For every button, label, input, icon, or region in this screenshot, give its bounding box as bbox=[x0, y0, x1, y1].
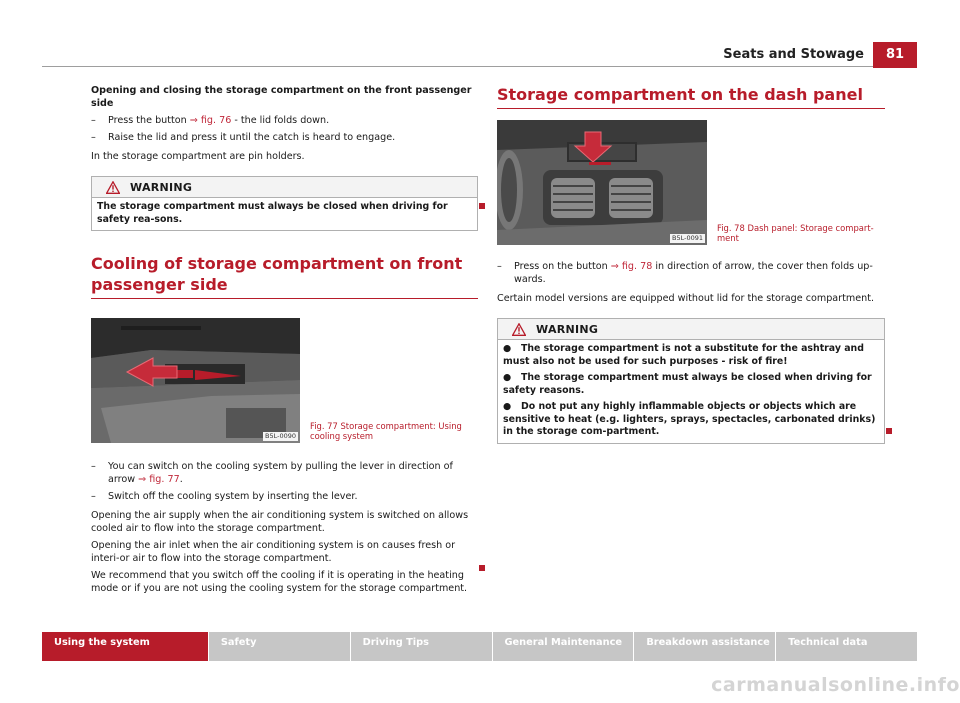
footer-nav bbox=[42, 632, 917, 661]
image-code: B5L-0090 bbox=[265, 432, 296, 440]
dash-bullet: – bbox=[91, 132, 96, 143]
figure bbox=[497, 120, 885, 245]
step-item bbox=[497, 260, 885, 286]
warning-text: The storage compartment is not a substitute for the ashtray and must also not be used for such purposes - risk of fire! bbox=[503, 343, 864, 367]
end-marker bbox=[479, 565, 485, 571]
steps-list bbox=[91, 460, 478, 503]
warning-body bbox=[498, 340, 884, 443]
warning-triangle-icon bbox=[106, 181, 120, 194]
page-number: 81 bbox=[873, 42, 917, 68]
right-column bbox=[497, 84, 885, 444]
step-text: Switch off the cooling system by inserting the lever. bbox=[108, 491, 358, 502]
warning-box bbox=[91, 176, 478, 231]
figure-caption: Fig. 78 Dash panel: Storage compart-ment bbox=[717, 223, 874, 243]
step-text: Raise the lid and press it until the catch is heard to engage. bbox=[108, 132, 396, 143]
dash-bullet: – bbox=[91, 115, 96, 126]
step-text: in direction of arrow, the cover then folds up-wards. bbox=[514, 261, 873, 285]
subheading: Opening and closing the storage compartment on the front passenger side bbox=[91, 85, 472, 109]
note-text: Certain model versions are equipped without lid for the storage compartment. bbox=[497, 293, 875, 304]
tab-driving-tips[interactable]: Driving Tips bbox=[351, 632, 492, 661]
step-item bbox=[91, 131, 478, 144]
tab-general-maintenance[interactable]: General Maintenance bbox=[493, 632, 634, 661]
tab-safety[interactable]: Safety bbox=[209, 632, 350, 661]
paragraph: We recommend that you switch off the cooling if it is operating in the heating mode or if you are not using the cooling system for the storage compartment. bbox=[91, 570, 468, 594]
step-text: Press the button bbox=[108, 115, 190, 126]
end-marker bbox=[479, 203, 485, 209]
cooling-lever-photo bbox=[91, 318, 300, 443]
figure-link[interactable]: ⇒ fig. 77 bbox=[138, 474, 180, 485]
warning-list-item bbox=[503, 372, 879, 397]
dash-panel-photo bbox=[497, 120, 707, 245]
warning-list-item bbox=[503, 401, 879, 439]
warning-list-item bbox=[503, 343, 879, 368]
figure-link[interactable]: ⇒ fig. 78 bbox=[610, 261, 653, 272]
dash-bullet: – bbox=[91, 461, 96, 472]
figure bbox=[91, 318, 478, 443]
warning-title: WARNING bbox=[130, 181, 193, 194]
step-item bbox=[91, 460, 478, 486]
tab-technical-data[interactable]: Technical data bbox=[776, 632, 917, 661]
warning-text: The storage compartment must always be closed when driving for safety rea-sons. bbox=[97, 201, 448, 225]
paragraph: Opening the air inlet when the air conditioning system is on causes fresh or interi-or air to flow into the storage compartment. bbox=[91, 540, 456, 564]
paragraph: Opening the air supply when the air conditioning system is switched on allows cooled air to flow into the storage compartment. bbox=[91, 510, 469, 534]
bullet-icon: ● bbox=[503, 343, 521, 354]
chapter-title: Seats and Stowage bbox=[723, 47, 864, 62]
step-text: - the lid folds down. bbox=[231, 115, 330, 126]
warning-text: Do not put any highly inflammable objects or objects which are sensitive to heat (e.g. lighters, sprays, spectacles, carbonated drinks) in the storage com-partment. bbox=[503, 401, 876, 437]
step-item bbox=[91, 490, 478, 503]
section-title: Storage compartment on the dash panel bbox=[497, 84, 885, 109]
header-rule bbox=[42, 66, 917, 67]
dash-bullet: – bbox=[91, 491, 96, 502]
figure-caption: Fig. 77 Storage compartment: Using cooling system bbox=[310, 421, 462, 441]
end-marker bbox=[886, 428, 892, 434]
warning-box bbox=[497, 318, 885, 444]
section-title: Cooling of storage compartment on front passenger side bbox=[91, 253, 478, 299]
warning-header bbox=[498, 319, 884, 340]
left-column bbox=[91, 84, 478, 599]
bullet-icon: ● bbox=[503, 401, 521, 412]
warning-header bbox=[92, 177, 477, 198]
step-item bbox=[91, 114, 478, 127]
step-text: Press on the button bbox=[514, 261, 611, 272]
figure-link[interactable]: ⇒ fig. 76 bbox=[189, 115, 232, 126]
dash-bullet: – bbox=[497, 261, 502, 272]
figure-photo bbox=[497, 120, 707, 245]
bullet-icon: ● bbox=[503, 372, 521, 383]
tab-breakdown-assistance[interactable]: Breakdown assistance bbox=[634, 632, 775, 661]
warning-title: WARNING bbox=[536, 323, 599, 336]
warning-body bbox=[92, 198, 477, 230]
tab-using-the-system[interactable]: Using the system bbox=[42, 632, 208, 661]
watermark: carmanualsonline.info bbox=[711, 674, 960, 696]
note-text: In the storage compartment are pin holders. bbox=[91, 151, 305, 162]
warning-triangle-icon bbox=[512, 323, 526, 336]
image-code: B5L-0091 bbox=[672, 234, 703, 242]
figure-photo bbox=[91, 318, 300, 443]
warning-text: The storage compartment must always be closed when driving for safety reasons. bbox=[503, 372, 872, 396]
step-text: You can switch on the cooling system by pulling the lever in direction of arrow bbox=[108, 461, 453, 485]
step-text: . bbox=[179, 474, 183, 485]
